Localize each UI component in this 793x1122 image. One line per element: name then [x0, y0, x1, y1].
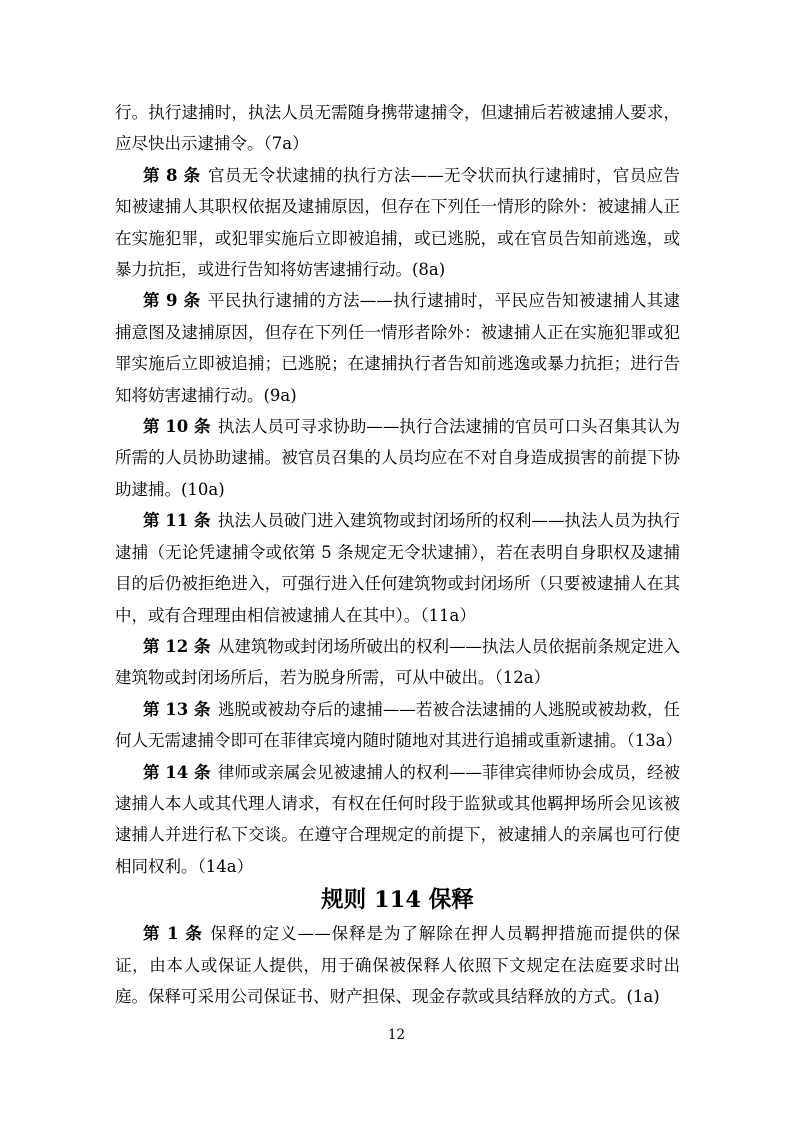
article-8-text: 官员无令状逮捕的执行方法——无令状而执行逮捕时，官员应告知被逮捕人其职权依据及逮捕原因，但存在下列任一情形的除外：被逮捕人正在实施犯罪，或犯罪实施后立即被追捕，或已逃脱，或在官员告知前逃逸，或暴力抗拒，或进行告知将妨害逮捕行动。(8a) — [115, 165, 680, 280]
article-8-label: 第 8 条 — [143, 165, 201, 185]
article-8 — [115, 160, 680, 286]
article-10-label: 第 10 条 — [143, 417, 211, 437]
article-14 — [115, 757, 680, 883]
page-number: 12 — [387, 1027, 406, 1043]
article-12 — [115, 631, 680, 694]
article-9-text: 平民执行逮捕的方法——执行逮捕时，平民应告知被逮捕人其逮捕意图及逮捕原因，但存在下列任一情形者除外：被逮捕人正在实施犯罪或犯罪实施后立即被追捕；已逃脱；在逮捕执行者告知前逃逸或暴力抗拒；进行告知将妨害逮捕行动。(9a) — [115, 291, 680, 405]
rule114-article-1-label: 第 1 条 — [143, 924, 203, 944]
article-13 — [115, 694, 683, 757]
article-14-text: 律师或亲属会见被逮捕人的权利——菲律宾律师协会成员，经被逮捕人本人或其代理人请求，有权在任何时段于监狱或其他羁押场所会见该被逮捕人并进行私下交谈。在遵守合理规定的前提下，被逮捕人的亲属也可行使相同权利。（14a） — [115, 762, 680, 876]
rule114-article-1-text: 保释的定义——保释是为了解除在押人员羁押措施而提供的保证，由本人或保证人提供，用于确保被保释人依照下文规定在法庭要求时出庭。保释可采用公司保证书、财产担保、现金存款或具结释放的方式。(1a) — [115, 924, 680, 1006]
paragraph-continuation-text: 行。执行逮捕时，执法人员无需随身携带逮捕令，但逮捕后若被逮捕人要求，应尽快出示逮捕令。（7a） — [115, 103, 680, 154]
article-9 — [115, 285, 680, 411]
document-body — [115, 97, 683, 1012]
article-13-text: 逃脱或被劫夺后的逮捕——若被合法逮捕的人逃脱或被劫救，任何人无需逮捕令即可在菲律宾境内随时随地对其进行追捕或重新逮捕。（13a） — [115, 699, 683, 751]
article-11 — [115, 505, 680, 631]
article-10 — [115, 411, 680, 505]
article-11-text: 执法人员破门进入建筑物或封闭场所的权利——执法人员为执行逮捕（无论凭逮捕令或依第 5 条规定无令状逮捕），若在表明自身职权及逮捕目的后仍被拒绝进入，可强行进入任何建筑物或封闭场所（只要被逮捕人在其中，或有合理理由相信被逮捕人在其中）。（11a） — [115, 511, 680, 625]
article-10-text: 执法人员可寻求协助——执行合法逮捕的官员可口头召集其认为所需的人员协助逮捕。被官员召集的人员均应在不对自身造成损害的前提下协助逮捕。(10a) — [115, 417, 680, 499]
paragraph-continuation — [115, 97, 680, 160]
article-12-text: 从建筑物或封闭场所破出的权利——执法人员依据前条规定进入建筑物或封闭场所后，若为脱身所需，可从中破出。（12a） — [115, 636, 680, 688]
rule-114-heading: 规则 114 保释 — [321, 887, 474, 914]
article-13-label: 第 13 条 — [143, 699, 211, 719]
article-12-label: 第 12 条 — [143, 636, 211, 656]
rule114-article-1 — [115, 918, 680, 1012]
article-11-label: 第 11 条 — [143, 511, 211, 531]
article-14-label: 第 14 条 — [143, 762, 211, 782]
article-9-label: 第 9 条 — [143, 291, 201, 311]
